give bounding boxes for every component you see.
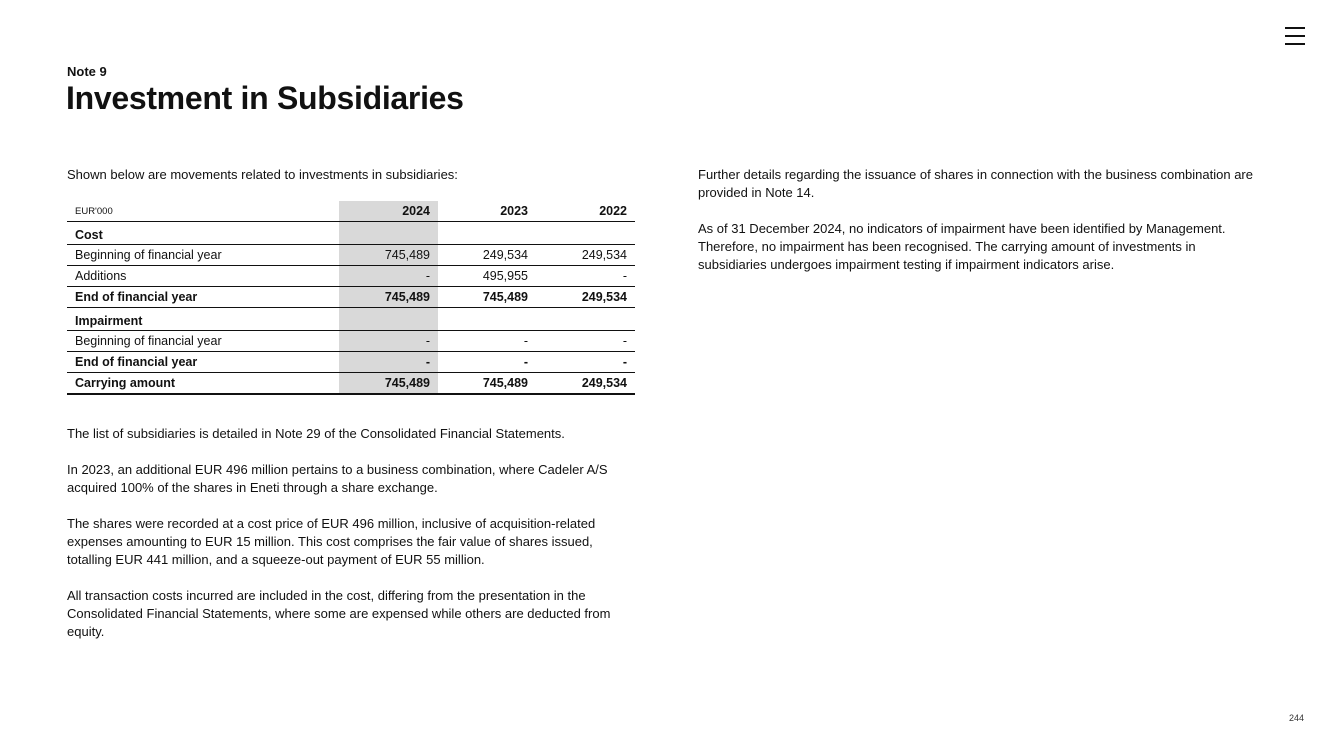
note-label: Note 9 <box>67 64 107 79</box>
table-cell: 249,534 <box>536 287 635 308</box>
left-column <box>67 166 635 641</box>
table-cell: 745,489 <box>339 373 438 395</box>
row-label: Beginning of financial year <box>67 331 339 352</box>
hamburger-menu-icon[interactable] <box>1285 27 1305 45</box>
section-row-cost <box>67 222 635 245</box>
year-header: 2022 <box>536 201 635 222</box>
table-cell: 745,489 <box>438 373 536 395</box>
table-cell: - <box>339 266 438 287</box>
paragraph: As of 31 December 2024, no indicators of impairment have been identified by Management. Therefore, no impairment has been recognised. The carrying amount of investments in subsidiaries undergoes impairment testing if impairment indicators arise. <box>698 221 1226 272</box>
table-cell: 745,489 <box>339 287 438 308</box>
table-cell: 249,534 <box>536 373 635 395</box>
year-header: 2024 <box>339 201 438 222</box>
table-cell: 745,489 <box>438 287 536 308</box>
table-total-row <box>67 287 635 308</box>
year-header: 2023 <box>438 201 536 222</box>
table-cell: 249,534 <box>438 245 536 266</box>
section-heading: Impairment <box>67 308 339 331</box>
section-heading: Cost <box>67 222 339 245</box>
row-label: End of financial year <box>67 287 339 308</box>
table-cell: - <box>536 266 635 287</box>
section-row-impairment <box>67 308 635 331</box>
paragraph: The shares were recorded at a cost price of EUR 496 million, inclusive of acquisition-related expenses amounting to EUR 15 million. This cost comprises the fair value of shares issued, totalling EUR 441 million, and a squeeze-out payment of EUR 55 million. <box>67 516 596 567</box>
carrying-amount-row <box>67 373 635 395</box>
table-cell: - <box>536 352 635 373</box>
table-header-row <box>67 201 635 222</box>
unit-label: EUR'000 <box>67 201 339 222</box>
table-cell: 495,955 <box>438 266 536 287</box>
paragraph: All transaction costs incurred are included in the cost, differing from the presentation in the Consolidated Financial Statements, where some are expensed while others are deducted from equity. <box>67 588 611 639</box>
table-cell: - <box>438 352 536 373</box>
page-title: Investment in Subsidiaries <box>66 80 464 116</box>
paragraph: In 2023, an additional EUR 496 million pertains to a business combination, where Cadeler A/S acquired 100% of the shares in Eneti through a share exchange. <box>67 462 608 495</box>
page-number: 244 <box>1289 713 1305 723</box>
row-label: Carrying amount <box>67 373 339 395</box>
table-cell: - <box>339 352 438 373</box>
table-cell: - <box>438 331 536 352</box>
paragraph: Further details regarding the issuance of shares in connection with the business combination are provided in Note 14. <box>698 167 1253 200</box>
row-label: End of financial year <box>67 352 339 373</box>
table-cell: 745,489 <box>339 245 438 266</box>
table-total-row <box>67 352 635 373</box>
table-row <box>67 245 635 266</box>
table-cell: 249,534 <box>536 245 635 266</box>
right-column <box>698 166 1260 274</box>
row-label: Additions <box>67 266 339 287</box>
table-row <box>67 331 635 352</box>
table-intro: Shown below are movements related to investments in subsidiaries: <box>67 167 458 182</box>
table-cell: - <box>536 331 635 352</box>
investment-table <box>67 201 635 395</box>
paragraph: The list of subsidiaries is detailed in Note 29 of the Consolidated Financial Statements. <box>67 426 565 441</box>
table-cell: - <box>339 331 438 352</box>
row-label: Beginning of financial year <box>67 245 339 266</box>
table-row <box>67 266 635 287</box>
